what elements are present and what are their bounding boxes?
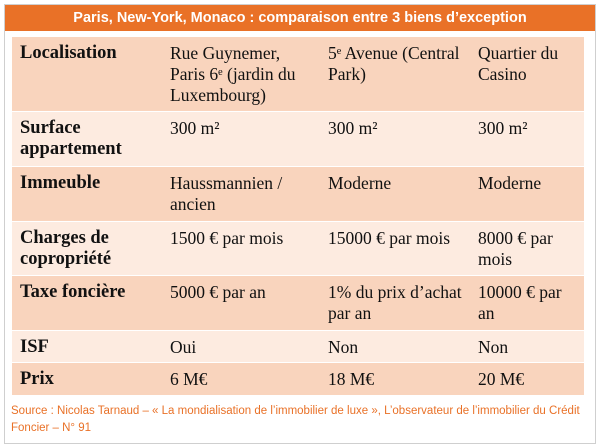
table-row-surface: [12, 112, 584, 167]
cell-monaco: Quartier du Casino: [478, 43, 559, 84]
cell-monaco: Moderne: [478, 173, 542, 193]
cell-newyork: 18 M€: [328, 369, 375, 389]
cell-monaco: Non: [478, 337, 509, 357]
cell-paris: 300 m²: [170, 118, 220, 138]
cell-newyork: Moderne: [328, 173, 392, 193]
cell-monaco: 8000 € par mois: [478, 228, 553, 269]
table-row-prix: [12, 363, 584, 396]
table-row-immeuble: [12, 167, 584, 222]
cell-paris: 1500 € par mois: [170, 228, 284, 248]
cell-monaco: 10000 € par an: [478, 282, 562, 323]
row-label: Localisation: [20, 43, 117, 63]
cell-monaco: 20 M€: [478, 369, 525, 389]
table-row-charges: [12, 222, 584, 276]
row-label: Prix: [20, 369, 54, 389]
cell-paris: Oui: [170, 337, 197, 357]
table-row-taxe: [12, 276, 584, 331]
cell-newyork: 15000 € par mois: [328, 228, 451, 248]
cell-monaco: 300 m²: [478, 118, 528, 138]
cell-newyork: 1% du prix d’achat par an: [328, 282, 462, 323]
cell-newyork: 5ᵉ Avenue (Central Park): [328, 43, 460, 84]
page-title: Paris, New-York, Monaco : comparaison entre 3 biens d’exception: [5, 5, 595, 31]
comparison-table: [12, 37, 584, 396]
row-label: Charges de copropriété: [20, 228, 112, 269]
cell-paris: Haussmannien / ancien: [170, 173, 283, 214]
table-row-localisation: [12, 37, 584, 112]
cell-newyork: Non: [328, 337, 359, 357]
document-frame: [4, 4, 596, 444]
row-label: Surface appartement: [20, 118, 122, 159]
row-label: Immeuble: [20, 173, 101, 193]
cell-paris: 5000 € par an: [170, 282, 266, 302]
table-row-isf: [12, 331, 584, 363]
row-label: Taxe foncière: [20, 282, 126, 302]
row-label: ISF: [20, 337, 49, 357]
cell-paris: 6 M€: [170, 369, 208, 389]
source-note: Source : Nicolas Tarnaud – « La mondialisation de l’immobilier de luxe », L’observateur de l’immobilier du Crédit Foncier – N° 91: [11, 405, 580, 434]
cell-newyork: 300 m²: [328, 118, 378, 138]
cell-paris: Rue Guynemer, Paris 6ᵉ (jardin du Luxembourg): [170, 43, 296, 105]
